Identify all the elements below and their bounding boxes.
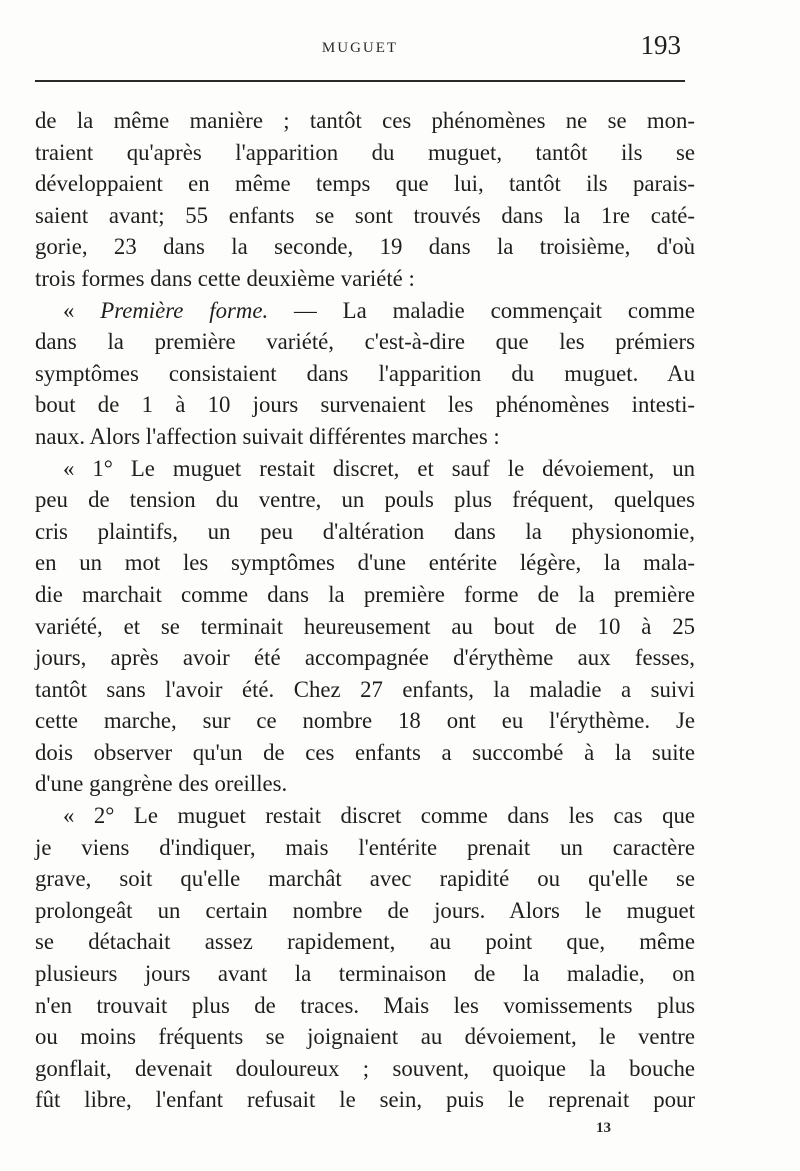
text-line: prolongeât un certain nombre de jours. Alors le muguet: [35, 897, 695, 923]
text-line: en un mot les symptômes d'une entérite légère, la mala-: [35, 550, 695, 576]
page-header: [35, 30, 685, 70]
text-line: gonflait, devenait douloureux ; souvent, quoique la bouche: [35, 1055, 695, 1081]
text-line: saient avant; 55 enfants se sont trouvés dans la 1re caté-: [35, 202, 695, 228]
text-line: se détachait assez rapidement, au point que, même: [35, 929, 695, 955]
text-line: traient qu'après l'apparition du muguet, tantôt ils se: [35, 139, 695, 165]
text-line: plusieurs jours avant la terminaison de la maladie, on: [35, 961, 695, 987]
text-line: naux. Alors l'affection suivait différentes marches :: [35, 423, 500, 449]
text-line: dois observer qu'un de ces enfants a succombé à la suite: [35, 739, 695, 765]
text-line: je viens d'indiquer, mais l'entérite prenait un caractère: [35, 834, 695, 860]
signature-mark: 13: [596, 1120, 611, 1136]
text-line: trois formes dans cette deuxième variété :: [35, 265, 415, 291]
text-line: ou moins fréquents se joignaient au dévoiement, le ventre: [35, 1024, 695, 1050]
text-line: grave, soit qu'elle marchât avec rapidité ou qu'elle se: [35, 866, 695, 892]
running-title: MUGUET: [321, 40, 399, 56]
text-line: « 2° Le muguet restait discret comme dans les cas que: [63, 803, 695, 829]
page-number: 193: [640, 30, 681, 60]
text-line: jours, après avoir été accompagnée d'érythème aux fesses,: [35, 645, 695, 671]
text-line: cette marche, sur ce nombre 18 ont eu l'érythème. Je: [35, 708, 695, 734]
text-line: variété, et se terminait heureusement au bout de 10 à 25: [35, 613, 695, 639]
text-line: peu de tension du ventre, un pouls plus fréquent, quelques: [35, 487, 695, 513]
text-line: die marchait comme dans la première forme de la première: [35, 581, 695, 607]
italic-heading: Première forme.: [100, 297, 269, 323]
header-rule: [35, 80, 685, 82]
text-line: n'en trouvait plus de traces. Mais les vomissements plus: [35, 992, 695, 1018]
text-line: dans la première variété, c'est-à-dire que les prémiers: [35, 329, 695, 355]
text-line: de la même manière ; tantôt ces phénomènes ne se mon-: [35, 108, 695, 133]
text-line-italic-heading: [35, 295, 695, 327]
text-line: « 1° Le muguet restait discret, et sauf le dévoiement, un: [63, 455, 695, 481]
body-text: [35, 105, 695, 1116]
text-line: tantôt sans l'avoir été. Chez 27 enfants, la maladie a suivi: [35, 676, 695, 702]
text-line: d'une gangrène des oreilles.: [35, 771, 288, 797]
heading-continuation: — La maladie commençait comme: [268, 297, 695, 323]
text-line: développaient en même temps que lui, tantôt ils parais-: [35, 171, 695, 197]
text-line: gorie, 23 dans la seconde, 19 dans la troisième, d'où: [35, 234, 695, 260]
text-line: cris plaintifs, un peu d'altération dans la physionomie,: [35, 518, 695, 544]
text-line: bout de 1 à 10 jours survenaient les phénomènes intesti-: [35, 392, 695, 418]
text-line: symptômes consistaient dans l'apparition du muguet. Au: [35, 360, 695, 386]
quote-mark: «: [63, 297, 101, 323]
text-line: fût libre, l'enfant refusait le sein, puis le reprenait pour: [35, 1087, 695, 1113]
